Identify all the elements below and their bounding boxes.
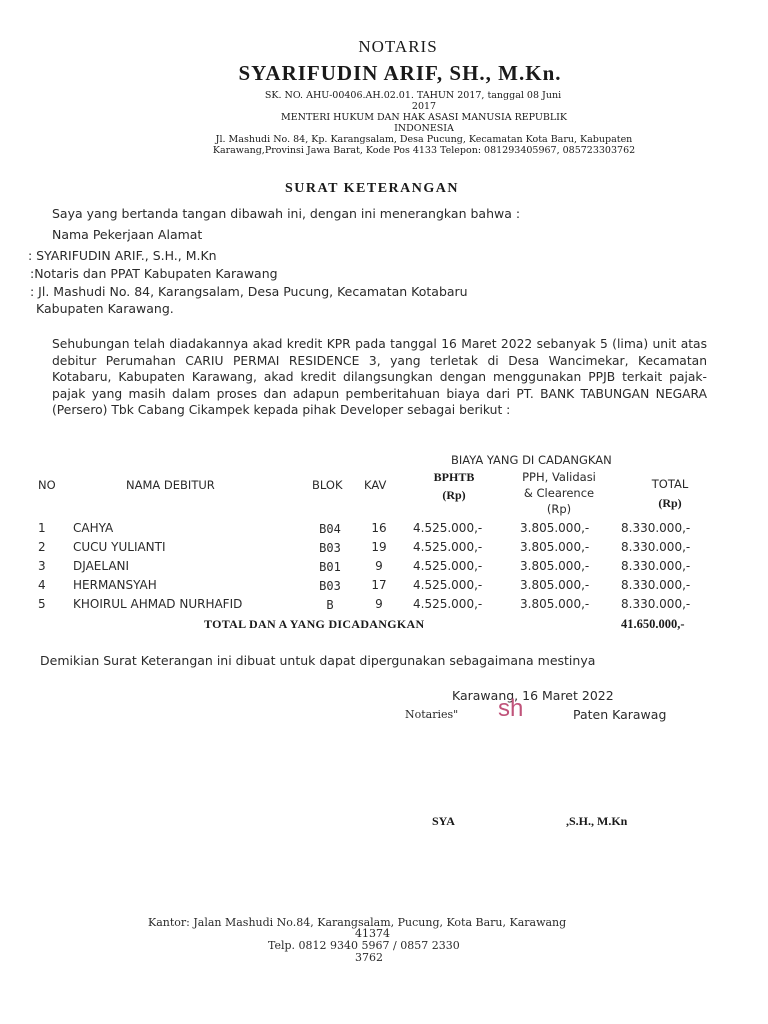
cell-pph: 3.805.000,- <box>520 597 590 611</box>
cell-no: 2 <box>38 540 46 554</box>
cell-pph: 3.805.000,- <box>520 559 590 573</box>
identity-name: : SYARIFUDIN ARIF., S.H., M.Kn <box>28 248 217 263</box>
cell-kav: 9 <box>375 559 383 573</box>
cell-no: 3 <box>38 559 46 573</box>
intro-statement: Saya yang bertanda tangan dibawah ini, dengan ini menerangkan bahwa : <box>52 206 521 221</box>
cell-pph: 3.805.000,- <box>520 540 590 554</box>
signatory-name-right: ,S.H., M.Kn <box>566 814 628 828</box>
cell-no: 5 <box>38 597 46 611</box>
cell-nama: CAHYA <box>73 521 114 535</box>
table-row <box>0 597 768 615</box>
total-value: 41.650.000,- <box>621 617 685 631</box>
col-header-total-unit: (Rp) <box>658 496 682 510</box>
cell-kav: 9 <box>375 597 383 611</box>
cell-nama: KHOIRUL AHMAD NURHAFID <box>73 597 243 611</box>
table-group-header: BIAYA YANG DI CADANGKAN <box>451 453 612 467</box>
cell-blok: B04 <box>319 522 341 536</box>
col-header-blok: BLOK <box>312 478 343 492</box>
stamp-mark: sh <box>498 695 524 722</box>
signatory-role-right: Paten Karawag <box>573 707 667 722</box>
table-row <box>0 521 768 539</box>
cell-bphtb: 4.525.000,- <box>413 521 483 535</box>
cell-kav: 19 <box>371 540 387 554</box>
cell-no: 4 <box>38 578 46 592</box>
col-header-no: NO <box>38 478 56 492</box>
col-header-pph-line3: (Rp) <box>546 502 572 516</box>
cell-bphtb: 4.525.000,- <box>413 597 483 611</box>
ministry-line2: INDONESIA <box>394 123 454 134</box>
cell-bphtb: 4.525.000,- <box>413 540 483 554</box>
signatory-role-left: Notaries" <box>405 708 459 721</box>
cell-total: 8.330.000,- <box>621 559 691 573</box>
identity-address-line1: : Jl. Mashudi No. 84, Karangsalam, Desa Pucung, Kecamatan Kotabaru <box>30 284 468 299</box>
cell-kav: 17 <box>371 578 387 592</box>
cell-nama: CUCU YULIANTI <box>73 540 166 554</box>
total-label: TOTAL DAN A YANG DICADANGKAN <box>204 617 425 631</box>
table-row <box>0 559 768 577</box>
cell-total: 8.330.000,- <box>621 578 691 592</box>
notary-name: SYARIFUDIN ARIF, SH., M.Kn. <box>238 61 562 85</box>
footer-phone-suffix: 3762 <box>355 951 383 964</box>
office-address-line2: Karawang,Provinsi Jawa Barat, Kode Pos 4133 Telepon: 081293405967, 085723303762 <box>212 145 636 156</box>
table-row <box>0 578 768 596</box>
identity-address-line2: Kabupaten Karawang. <box>36 301 174 316</box>
cell-blok: B01 <box>319 560 341 574</box>
cell-nama: HERMANSYAH <box>73 578 157 592</box>
header-title: NOTARIS <box>358 37 438 56</box>
cell-bphtb: 4.525.000,- <box>413 559 483 573</box>
cell-total: 8.330.000,- <box>621 597 691 611</box>
col-header-pph-line1: PPH, Validasi <box>522 470 596 484</box>
table-row <box>0 540 768 558</box>
sk-number-line1: SK. NO. AHU-00406.AH.02.01. TAHUN 2017, tanggal 08 Juni <box>264 90 562 101</box>
cell-no: 1 <box>38 521 46 535</box>
ministry-line1: MENTERI HUKUM DAN HAK ASASI MANUSIA REPUBLIK <box>280 112 568 123</box>
sk-number-line2: 2017 <box>411 101 437 112</box>
col-header-bphtb: BPHTB <box>433 470 475 484</box>
identity-labels: Nama Pekerjaan Alamat <box>52 227 203 242</box>
footer-postcode: 41374 <box>355 927 390 940</box>
identity-job: :Notaris dan PPAT Kabupaten Karawang <box>30 266 278 281</box>
place-date: Karawang, 16 Maret 2022 <box>452 688 614 703</box>
col-header-total: TOTAL <box>651 477 689 491</box>
col-header-nama: NAMA DEBITUR <box>126 478 215 492</box>
col-header-kav: KAV <box>364 478 387 492</box>
letter-title: SURAT KETERANGAN <box>284 181 459 196</box>
cell-blok: B03 <box>319 579 341 593</box>
cell-pph: 3.805.000,- <box>520 521 590 535</box>
office-address-line1: Jl. Mashudi No. 84, Kp. Karangsalam, Desa Pucung, Kecamatan Kota Baru, Kabupaten <box>215 134 633 145</box>
cell-blok: B03 <box>319 541 341 555</box>
cell-total: 8.330.000,- <box>621 540 691 554</box>
closing-statement: Demikian Surat Keterangan ini dibuat untuk dapat dipergunakan sebagaimana mestinya <box>40 653 596 668</box>
body-paragraph: Sehubungan telah diadakannya akad kredit KPR pada tanggal 16 Maret 2022 sebanyak 5 (lima) unit atas debitur Perumahan CARIU PERMAI RESIDENCE 3, yang terletak di Desa Wancimekar, Kecamatan Kotabaru, Kabupaten Karawang, akad kredit dilangsungkan dengan menggunakan PPJB terkait pajak-pajak yang masih dalam proses dan adapun pemberitahuan biaya dari PT. BANK TABUNGAN NEGARA (Persero) Tbk Cabang Cikampek kepada pihak Developer sebagai berikut : <box>52 337 707 417</box>
cell-kav: 16 <box>371 521 387 535</box>
cell-total: 8.330.000,- <box>621 521 691 535</box>
signatory-name-left: SYA <box>432 814 455 828</box>
cell-pph: 3.805.000,- <box>520 578 590 592</box>
cell-bphtb: 4.525.000,- <box>413 578 483 592</box>
col-header-bphtb-unit: (Rp) <box>442 488 466 502</box>
cell-blok: B <box>326 598 334 612</box>
footer-phone: Telp. 0812 9340 5967 / 0857 2330 <box>268 939 460 952</box>
col-header-pph-line2: & Clearence <box>523 486 595 500</box>
footer-address: Kantor: Jalan Mashudi No.84, Karangsalam, Pucung, Kota Baru, Karawang <box>148 916 567 929</box>
cell-nama: DJAELANI <box>73 559 130 573</box>
